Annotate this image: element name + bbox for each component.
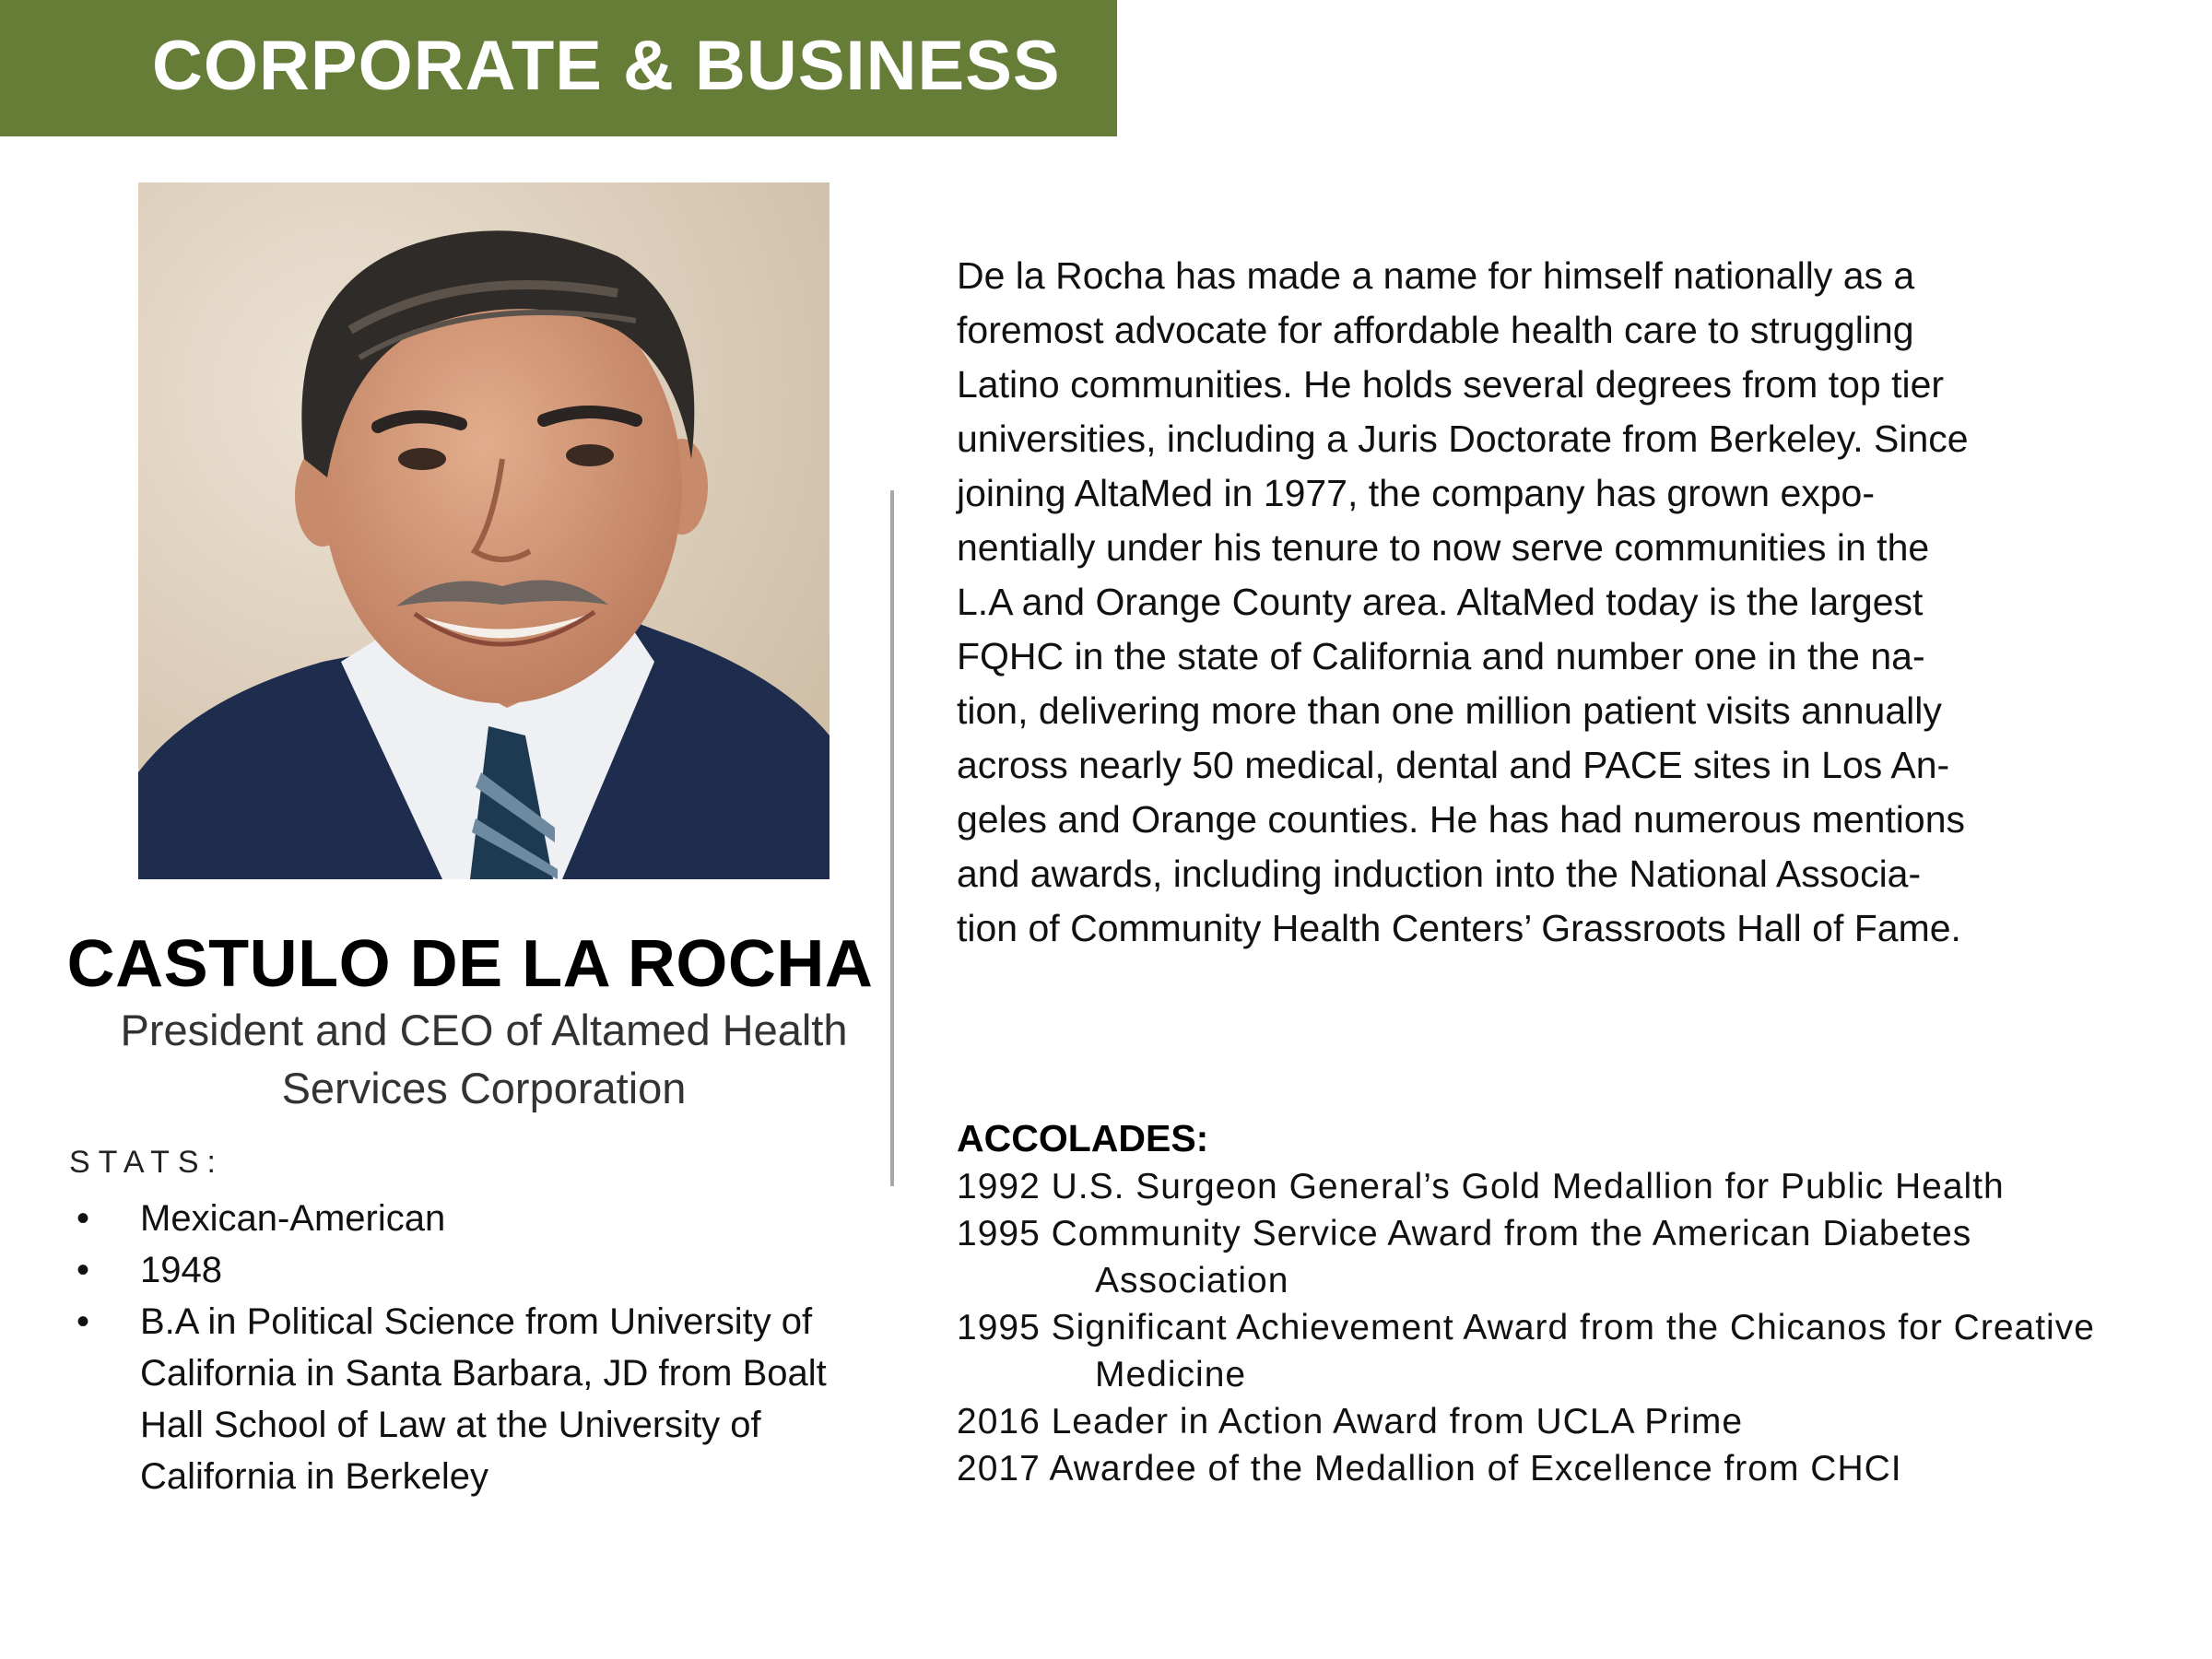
- bullet-icon: •: [76, 1301, 90, 1342]
- biography: [957, 249, 2090, 956]
- stats-item-text: Mexican-American: [140, 1198, 446, 1239]
- bio-line: tion of Community Health Centers’ Grassroots Hall of Fame.: [957, 907, 1961, 949]
- bio-line: De la Rocha has made a name for himself nationally as a: [957, 254, 1915, 297]
- stats-item: [69, 1244, 899, 1296]
- person-title: [55, 1001, 912, 1117]
- accolade-item: 1992 U.S. Surgeon General’s Gold Medallion for Public Health: [957, 1167, 2005, 1206]
- stats-list: [69, 1193, 899, 1502]
- stats-item-text: 1948: [140, 1250, 222, 1290]
- accolade-item: 2017 Awardee of the Medallion of Excellence from CHCI: [957, 1449, 1902, 1488]
- stats-item: [69, 1296, 899, 1502]
- section-title: CORPORATE & BUSINESS: [152, 27, 1061, 105]
- bullet-icon: •: [76, 1198, 90, 1239]
- bio-line: L.A and Orange County area. AltaMed today is the largest: [957, 581, 1924, 623]
- bio-line: tion, delivering more than one million patient visits annually: [957, 689, 1942, 732]
- person-title-line: President and CEO of Altamed Health: [120, 1006, 848, 1054]
- vertical-divider: [890, 490, 894, 1186]
- accolade-item: 1995 Significant Achievement Award from the Chicanos for Creative Medicine: [957, 1308, 2095, 1394]
- accolades-heading: ACCOLADES:: [957, 1117, 1209, 1159]
- bio-line: nentially under his tenure to now serve communities in the: [957, 526, 1930, 569]
- stats-label: STATS:: [69, 1145, 224, 1180]
- bio-line: Latino communities. He holds several degrees from top tier: [957, 363, 1945, 406]
- stats-item-text: B.A in Political Science from University of California in Santa Barbara, JD from Boalt Hall School of Law at the University of California in Berkeley: [140, 1301, 827, 1497]
- accolade-item: 2016 Leader in Action Award from UCLA Prime: [957, 1402, 1744, 1441]
- accolade-item: 1995 Community Service Award from the American Diabetes Association: [957, 1214, 1972, 1300]
- stats-item: [69, 1193, 899, 1244]
- person-title-line: Services Corporation: [281, 1064, 687, 1112]
- bio-line: geles and Orange counties. He has had numerous mentions: [957, 798, 1966, 841]
- person-name: CASTULO DE LA ROCHA: [66, 927, 874, 1001]
- bullet-icon: •: [76, 1250, 90, 1290]
- bio-line: joining AltaMed in 1977, the company has grown expo-: [957, 472, 1876, 514]
- bio-line: universities, including a Juris Doctorate from Berkeley. Since: [957, 418, 1969, 460]
- accolades-list: [957, 1163, 2173, 1492]
- bio-line: across nearly 50 medical, dental and PACE sites in Los An-: [957, 744, 1950, 786]
- bio-line: FQHC in the state of California and number one in the na-: [957, 635, 1925, 677]
- section-banner: [0, 0, 1117, 136]
- portrait-photo: [138, 182, 830, 879]
- bio-line: foremost advocate for affordable health care to struggling: [957, 309, 1914, 351]
- bio-line: and awards, including induction into the National Associa-: [957, 853, 1922, 895]
